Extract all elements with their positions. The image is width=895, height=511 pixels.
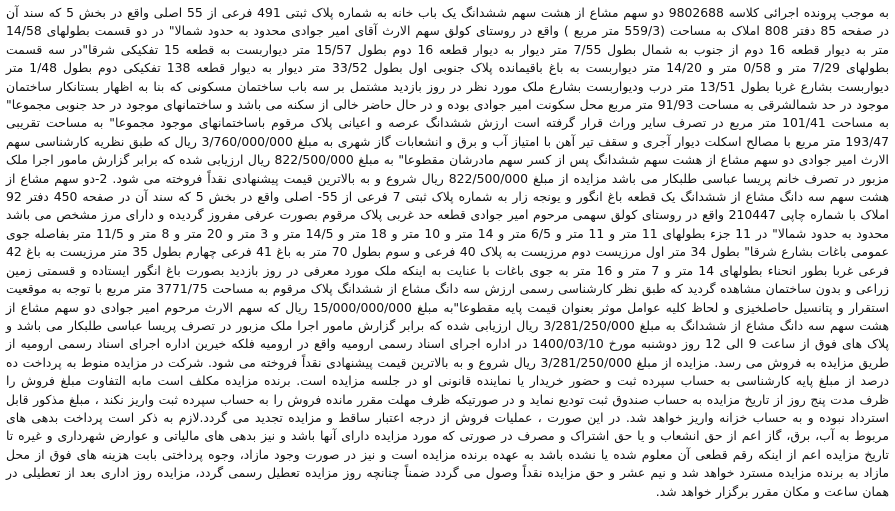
auction-notice-body: به موجب پرونده اجرائی کلاسه 9802688 دو سهم مشاع از هشت سهم ششدانگ یک باب خانه به شماره پلاک ثبتی 491 فرعی از 55 اصلی واقع در بخش 5 که سند آن در صفحه 85 دفتر 808 املاک به مساحت (559/3 متر مربع ) واقع در روستای کولق سهم الارث آقای امیر جوادی محدود به حدود شمالا" در دو قسمت بطولهای 14/58 متر به دیوار قطعه 16 دوم از جنوب به شمال بطول 7/55 متر دیوار به دیوار قطعه 16 دوم بطول 15/57 متر دیواربست به قطعه 15 تفکیکی شرقا"در سه قسمت بطولهای 7/29 متر و 0/58 متر و 14/20 متر دیواربست به باغ باقیمانده پلاک جنوبی اول بطول 33/52 متر دیوار به دیوار قطعه 138 تفکیکی دوم بطول 1/48 متر دیواربست بشارع غربا بطول 13/51 متر درب ودیواربست بشارع ملک مورد نظر در روز بازدید مشتمل بر سه باب ساختمان مسکونی که بنا به اظهار بستانکار ساختمان موجود در حد شمالشرقی به مساحت 91/93 متر مربع محل سکونت امیر جوادی بوده و در حال حاضر خالی از سکنه می باشد و ساختمانهای موجود در حد جنوبی مجموعا" به مساحت 101/41 متر مربع در تصرف سایر وراث قرار گرفته است ارزش ششدانگ عرصه و اعیانی پلاک مرقوم باساختمانهای موجود مجموعا" به مساحت تقریبی 193/47 متر مربع با مصالح اسکلت دیوار آجری و سقف تیر آهن با امتیاز آب و برق و انشعابات گاز شهری به مبلغ 3/760/000/000 ریال که طبق نظریه کارشناسی سهم الارث امیر جوادی دو سهم مشاع از هشت سهم ششدانگ پس از کسر سهم مادرشان مقطوعا" به مبلغ 822/500/000 ریال ارزیابی شده که برابر گزارش مامور اجرا ملک مزبور در تصرف خانم پریسا عباسی طلبکار می باشد مزایده از مبلغ 822/500/000 ریال شروع و به بالاترین قیمت پیشنهادی نقداً فروخته می شود. 2-دو سهم مشاع از هشت سهم سه دانگ مشاع از ششدانگ یک قطعه باغ انگور و یونجه زار به شماره پلاک ثبتی 7 فرعی از 55- اصلی واقع در بخش 5 که سند آن در صفحه 450 دفتر 92 املاک با شماره چاپی 210447 واقع در روستای کولق سهمی مرحوم امیر جوادی قطعه حد غربی پلاک مرقوم بصورت عرفی مفروز گردیده و دارای مرز مشخص می باشد محدود به حدود شمالا" در 11 جزء بطولهای 11 متر و 11 متر و 6/5 متر و 14 متر و 10 متر و 18 متر و 14/5 متر و 3 متر و 20 متر و 8 متر و 11/5 متر بفاصله جوی عمومی باغات بشارع شرقا" بطول 34 متر اول مرزیست دوم مرزیست به پلاک 40 فرعی و سوم بطول 70 متر به باغ 41 فرعی چهارم بطول 35 متر مرزیست به باغ 42 فرعی غربا بطور انحناء بطولهای 14 متر و 7 متر و 16 متر به جوی باغات با عنایت به اینکه ملک مورد معرفی در روز بازدید بصورت باغ انگور ایستاده و قسمتی زمین زراعی و بدون ساختمان مشاهده گردید که طبق نظر کارشناسی رسمی ارزش سه دانگ مشاع از ششدانگ پلاک مرقوم به مساحت 3771/75 متر مربع با توجه به موقعیت استقرار و پتانسیل حاصلخیزی و لحاظ کلیه عوامل موثر بعنوان قیمت پایه مقطوعا"به مبلغ 15/000/000/000 ریال که سهم الارث مرحوم امیر جوادی دو سهم مشاع از هشت سهم سه دانگ مشاع از ششدانگ به مبلغ 3/281/250/000 ریال ارزیابی شده که برابر گزارش مامور اجرا ملک مزبور در تصرف پریسا عباسی طلبکار می باشد و پلاک های فوق از ساعت 9 الی 12 روز دوشنبه مورخ 1400/03/10 در اداره اجرای اسناد رسمی ارومیه واقع در ارومیه فلکه خیرین اداره اجرای اسناد رسمی ارومیه از طریق مزایده به فروش می رسد. مزایده از مبلغ 3/281/250/000 ریال شروع و به بالاترین قیمت پیشنهادی نقداً فروخته می شود. شرکت در مزایده منوط به پرداخت ده درصد از مبلغ پایه کارشناسی به حساب سپرده ثبت و حضور خریدار یا نماینده قانونی او در جلسه مزایده است. برنده مزایده مکلف است مابه التفاوت مبلغ فروش را ظرف مدت پنج روز از تاریخ مزایده به حساب صندوق ثبت تودیع نماید و در صورتیکه ظرف مهلت مقرر مانده فروش را به حساب سپرده ثبت واریز نکند ، مبلغ مذکور قابل استرداد نبوده و به حساب خزانه واریز خواهد شد. در این صورت ، عملیات فروش از درجه اعتبار ساقط و مزایده تجدید می گردد.لازم به ذکر است پرداخت بدهی های مربوط به آب، برق، گاز اعم از حق انشعاب و یا حق اشتراک و مصرف در صورتی که مورد مزایده دارای آنها باشد و نیز بدهی های مالیاتی و عوارض شهرداری و غیره تا تاریخ مزایده اعم از اینکه رقم قطعی آن معلوم شده یا نشده باشد به عهده برنده مزایده است و نیز در صورت وجود مازاد، وجوه پرداختی بابت هزینه های فوق از محل مازاد به برنده مزایده مسترد خواهد شد و نیم عشر و حق مزایده نقداً وصول می گردد ضمناً چنانچه روز مزایده تعطیل رسمی گردد، مزایده روز اداری بعد از تعطیلی در همان ساعت و مکان مقرر برگزار خواهد شد. (6, 5, 890, 499)
